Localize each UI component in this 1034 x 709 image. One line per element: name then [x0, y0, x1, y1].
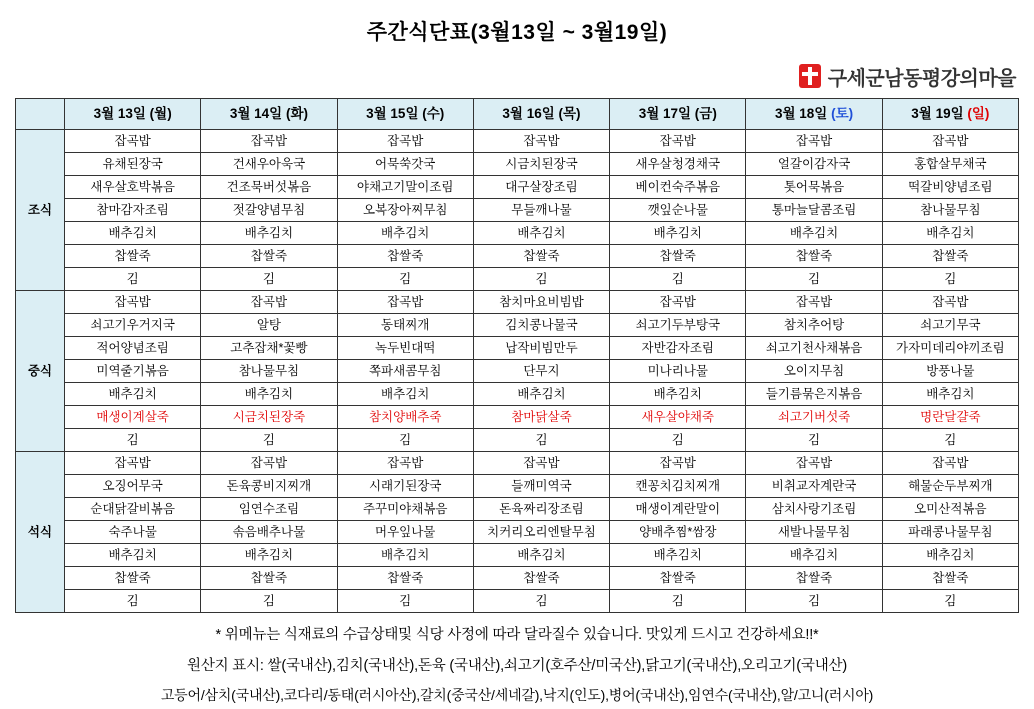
menu-cell: 잡곡밥	[337, 452, 473, 475]
menu-cell: 잡곡밥	[65, 130, 201, 153]
table-row	[16, 245, 1019, 268]
menu-cell: 참나물무침	[882, 199, 1018, 222]
menu-cell: 통마늘달콤조림	[746, 199, 882, 222]
table-row	[16, 498, 1019, 521]
menu-cell: 찹쌀죽	[610, 567, 746, 590]
menu-cell: 머우잎나물	[337, 521, 473, 544]
menu-cell: 캔꽁치김치찌개	[610, 475, 746, 498]
menu-cell: 배추김치	[337, 222, 473, 245]
menu-cell: 단무지	[473, 360, 609, 383]
menu-cell: 찹쌀죽	[201, 245, 337, 268]
menu-cell: 들깨미역국	[473, 475, 609, 498]
menu-cell: 양배추찜*쌈장	[610, 521, 746, 544]
menu-cell: 배추김치	[201, 544, 337, 567]
menu-cell: 가자미데리야끼조림	[882, 337, 1018, 360]
menu-cell: 잡곡밥	[882, 452, 1018, 475]
menu-cell: 젓갈양념무침	[201, 199, 337, 222]
note-origin-1: 원산지 표시: 쌀(국내산),김치(국내산),돈육 (국내산),쇠고기(호주산/미국산),닭고기(국내산),오리고기(국내산)	[187, 658, 847, 674]
menu-cell: 잡곡밥	[610, 291, 746, 314]
menu-cell: 배추김치	[473, 222, 609, 245]
menu-cell: 찹쌀죽	[746, 567, 882, 590]
menu-cell: 적어양념조림	[65, 337, 201, 360]
menu-cell: 비취교자계란국	[746, 475, 882, 498]
menu-cell: 배추김치	[473, 383, 609, 406]
menu-cell: 김	[337, 429, 473, 452]
menu-cell: 배추김치	[882, 222, 1018, 245]
menu-cell: 찹쌀죽	[610, 245, 746, 268]
menu-cell: 김	[337, 590, 473, 613]
menu-cell: 매생이계란말이	[610, 498, 746, 521]
menu-cell: 찹쌀죽	[473, 245, 609, 268]
table-row	[16, 383, 1019, 406]
menu-cell: 배추김치	[65, 544, 201, 567]
menu-cell: 야채고기말이조림	[337, 176, 473, 199]
menu-cell: 새우살청경채국	[610, 153, 746, 176]
meal-label-dinner: 석식	[16, 452, 65, 613]
menu-cell: 쇠고기우거지국	[65, 314, 201, 337]
menu-cell: 찹쌀죽	[201, 567, 337, 590]
table-corner-cell	[16, 99, 65, 130]
menu-cell: 잡곡밥	[746, 452, 882, 475]
note-origin-2: 고등어/삼치(국내산),코다리/동태(러시아산),갈치(중국산/세네갈),낙지(인도),병어(국내산),임연수(국내산),알/고니(러시아)	[160, 687, 874, 703]
column-header-sun	[882, 99, 1018, 130]
menu-cell: 김	[473, 429, 609, 452]
menu-cell: 돈육짜리장조림	[473, 498, 609, 521]
menu-cell: 얼갈이감자국	[746, 153, 882, 176]
table-row	[16, 360, 1019, 383]
menu-cell: 쇠고기두부탕국	[610, 314, 746, 337]
menu-cell: 해물순두부찌개	[882, 475, 1018, 498]
menu-cell: 배추김치	[746, 544, 882, 567]
table-row	[16, 567, 1019, 590]
menu-cell: 배추김치	[610, 383, 746, 406]
menu-cell: 녹두빈대떡	[337, 337, 473, 360]
menu-cell: 오징어무국	[65, 475, 201, 498]
menu-cell: 김	[65, 268, 201, 291]
menu-cell: 쇠고기천사채볶음	[746, 337, 882, 360]
table-body	[16, 130, 1019, 613]
menu-cell: 김	[746, 590, 882, 613]
menu-cell: 잡곡밥	[65, 452, 201, 475]
brand-header	[0, 58, 1034, 94]
table-header	[16, 99, 1019, 130]
table-row	[16, 337, 1019, 360]
menu-cell: 베이컨숙주볶음	[610, 176, 746, 199]
menu-cell: 파래콩나물무침	[882, 521, 1018, 544]
menu-cell: 자반감자조림	[610, 337, 746, 360]
menu-cell: 김	[473, 268, 609, 291]
menu-cell-highlight: 참치양배추죽	[337, 406, 473, 429]
menu-cell: 배추김치	[746, 222, 882, 245]
menu-cell: 잡곡밥	[65, 291, 201, 314]
menu-cell: 김	[65, 590, 201, 613]
menu-cell: 김	[882, 590, 1018, 613]
menu-cell: 김	[337, 268, 473, 291]
menu-cell: 임연수조림	[201, 498, 337, 521]
salvation-army-shield-icon	[799, 64, 821, 88]
column-header-sat	[746, 99, 882, 130]
menu-cell: 알탕	[201, 314, 337, 337]
meal-label-breakfast: 조식	[16, 130, 65, 291]
menu-cell: 쪽파새콤무침	[337, 360, 473, 383]
menu-cell: 잡곡밥	[610, 130, 746, 153]
menu-cell: 홍합살무채국	[882, 153, 1018, 176]
menu-cell: 김치콩나물국	[473, 314, 609, 337]
menu-cell: 잡곡밥	[746, 291, 882, 314]
menu-cell: 배추김치	[610, 544, 746, 567]
menu-cell-highlight: 쇠고기버섯죽	[746, 406, 882, 429]
column-header-sat-text: 3월 18일 (토)	[774, 106, 854, 121]
table-row	[16, 475, 1019, 498]
menu-cell: 치커리오리엔탈무침	[473, 521, 609, 544]
menu-cell: 배추김치	[65, 383, 201, 406]
menu-cell: 배추김치	[201, 222, 337, 245]
column-header-tue: 3월 14일 (화)	[201, 99, 337, 130]
menu-cell: 잡곡밥	[337, 130, 473, 153]
menu-cell: 동태찌개	[337, 314, 473, 337]
table-row	[16, 406, 1019, 429]
menu-cell: 배추김치	[882, 544, 1018, 567]
menu-cell: 배추김치	[337, 383, 473, 406]
menu-cell: 김	[610, 590, 746, 613]
menu-cell: 들기름묶은지볶음	[746, 383, 882, 406]
table-header-row	[16, 99, 1019, 130]
menu-cell: 참치마요비빔밥	[473, 291, 609, 314]
menu-cell: 참나물무침	[201, 360, 337, 383]
table-row	[16, 268, 1019, 291]
menu-cell: 김	[882, 429, 1018, 452]
table-row	[16, 130, 1019, 153]
menu-cell: 숙주나물	[65, 521, 201, 544]
menu-cell: 찹쌀죽	[65, 567, 201, 590]
menu-cell: 잡곡밥	[473, 130, 609, 153]
menu-cell: 오복장아찌무침	[337, 199, 473, 222]
column-header-wed: 3월 15일 (수)	[337, 99, 473, 130]
menu-cell: 찹쌀죽	[746, 245, 882, 268]
table-row	[16, 153, 1019, 176]
menu-cell: 솎음배추나물	[201, 521, 337, 544]
menu-cell-highlight: 시금치된장죽	[201, 406, 337, 429]
page-title: 주간식단표(3월13일 ~ 3월19일)	[366, 21, 668, 44]
menu-cell-highlight: 참마닭살죽	[473, 406, 609, 429]
menu-cell: 건조묵버섯볶음	[201, 176, 337, 199]
table-row	[16, 314, 1019, 337]
menu-cell: 방풍나물	[882, 360, 1018, 383]
menu-cell: 돈육콩비지찌개	[201, 475, 337, 498]
menu-cell: 어묵쑥갓국	[337, 153, 473, 176]
menu-cell: 순대닭갈비볶음	[65, 498, 201, 521]
menu-cell: 떡갈비양념조림	[882, 176, 1018, 199]
menu-cell: 김	[610, 429, 746, 452]
brand-name: 구세군남동평강의마을	[827, 67, 1016, 90]
menu-cell: 유채된장국	[65, 153, 201, 176]
menu-cell: 쇠고기무국	[882, 314, 1018, 337]
menu-cell: 찹쌀죽	[473, 567, 609, 590]
menu-cell-highlight: 새우살야채죽	[610, 406, 746, 429]
menu-cell: 잡곡밥	[201, 291, 337, 314]
table-row	[16, 521, 1019, 544]
menu-cell: 참마감자조림	[65, 199, 201, 222]
menu-cell: 잡곡밥	[337, 291, 473, 314]
menu-cell: 잡곡밥	[201, 130, 337, 153]
menu-cell: 배추김치	[337, 544, 473, 567]
table-row	[16, 590, 1019, 613]
menu-cell: 김	[746, 268, 882, 291]
menu-cell: 새발나물무침	[746, 521, 882, 544]
table-row	[16, 222, 1019, 245]
menu-cell: 무들깨나물	[473, 199, 609, 222]
menu-cell: 시금치된장국	[473, 153, 609, 176]
menu-cell: 잡곡밥	[882, 291, 1018, 314]
menu-cell: 찹쌀죽	[882, 567, 1018, 590]
menu-cell: 오이지무침	[746, 360, 882, 383]
menu-cell: 잡곡밥	[473, 452, 609, 475]
menu-cell: 찹쌀죽	[65, 245, 201, 268]
menu-cell: 참치추어탕	[746, 314, 882, 337]
menu-cell: 잡곡밥	[746, 130, 882, 153]
menu-cell: 찹쌀죽	[337, 567, 473, 590]
table-row	[16, 429, 1019, 452]
menu-cell: 배추김치	[610, 222, 746, 245]
menu-cell: 오미산적볶음	[882, 498, 1018, 521]
menu-cell: 배추김치	[473, 544, 609, 567]
table-row	[16, 291, 1019, 314]
menu-cell: 대구살장조림	[473, 176, 609, 199]
menu-cell: 깻잎순나물	[610, 199, 746, 222]
menu-cell: 주꾸미야채볶음	[337, 498, 473, 521]
menu-cell: 김	[746, 429, 882, 452]
menu-cell-highlight: 명란달걀죽	[882, 406, 1018, 429]
menu-cell: 미역줄기볶음	[65, 360, 201, 383]
menu-cell: 건새우아욱국	[201, 153, 337, 176]
table-row	[16, 544, 1019, 567]
menu-cell: 고추잡채*꽃빵	[201, 337, 337, 360]
menu-cell: 배추김치	[201, 383, 337, 406]
menu-cell: 톳어묵볶음	[746, 176, 882, 199]
table-row	[16, 176, 1019, 199]
menu-cell: 김	[610, 268, 746, 291]
column-header-sun-text: 3월 19일 (일)	[911, 106, 990, 121]
column-header-thu: 3월 16일 (목)	[473, 99, 609, 130]
menu-cell: 미나리나물	[610, 360, 746, 383]
note-disclaimer: * 위메뉴는 식재료의 수급상태및 식당 사정에 따라 달라질수 있습니다. 맛있게 드시고 건강하세요!!*	[215, 627, 819, 643]
menu-cell: 잡곡밥	[201, 452, 337, 475]
menu-cell: 납작비빔만두	[473, 337, 609, 360]
menu-cell: 배추김치	[65, 222, 201, 245]
table-row	[16, 199, 1019, 222]
table-row	[16, 452, 1019, 475]
menu-cell: 김	[473, 590, 609, 613]
menu-cell: 새우살호박볶음	[65, 176, 201, 199]
menu-cell: 김	[201, 590, 337, 613]
menu-cell: 김	[201, 268, 337, 291]
menu-cell: 잡곡밥	[882, 130, 1018, 153]
menu-cell: 배추김치	[882, 383, 1018, 406]
weekly-menu-table	[15, 98, 1019, 613]
menu-cell: 찹쌀죽	[337, 245, 473, 268]
menu-cell: 김	[882, 268, 1018, 291]
column-header-fri: 3월 17일 (금)	[610, 99, 746, 130]
menu-cell: 김	[65, 429, 201, 452]
menu-cell: 삼치사랑기조림	[746, 498, 882, 521]
menu-cell: 찹쌀죽	[882, 245, 1018, 268]
menu-cell-highlight: 매생이계살죽	[65, 406, 201, 429]
footer-notes	[15, 613, 1019, 705]
menu-cell: 김	[201, 429, 337, 452]
meal-label-lunch: 중식	[16, 291, 65, 452]
menu-cell: 잡곡밥	[610, 452, 746, 475]
column-header-mon: 3월 13일 (월)	[65, 99, 201, 130]
menu-cell: 시래기된장국	[337, 475, 473, 498]
